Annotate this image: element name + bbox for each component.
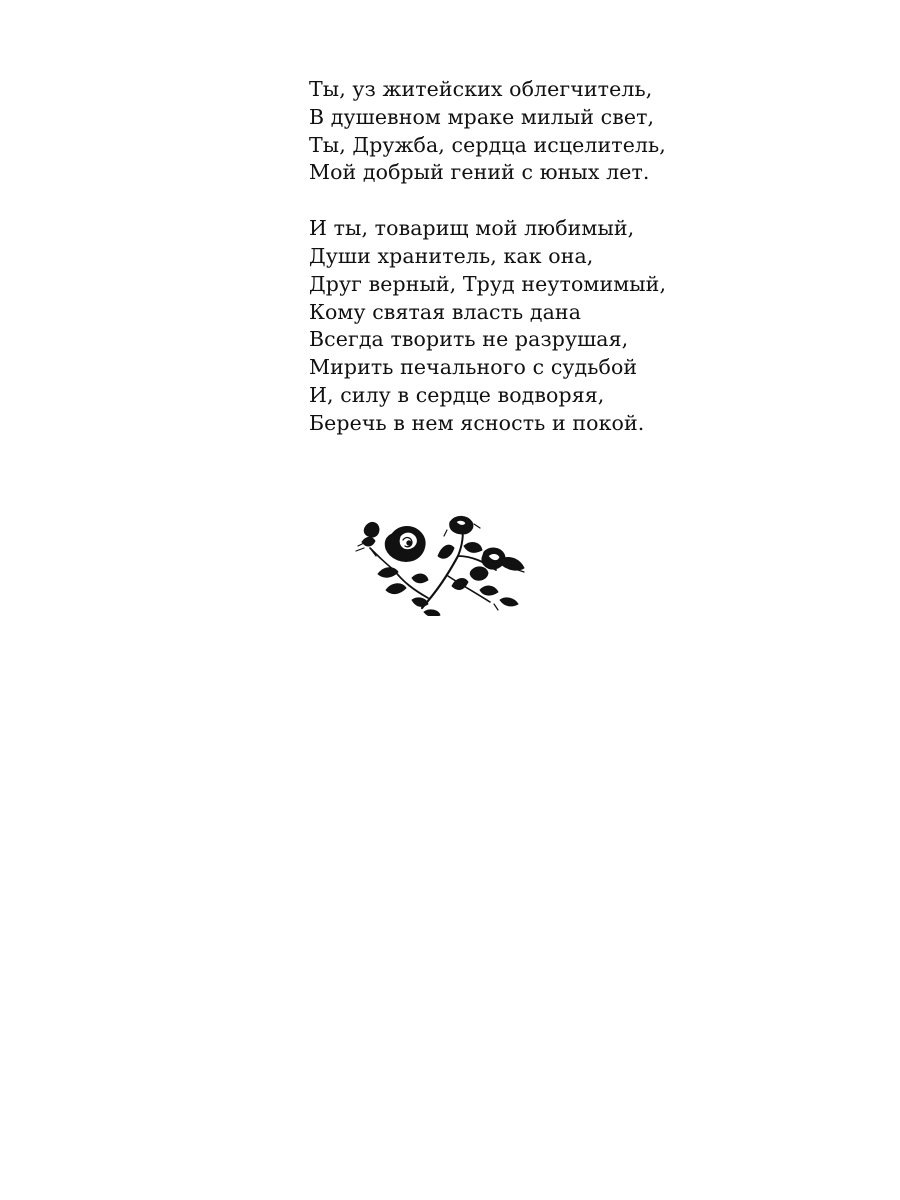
poem-line: Друг верный, Труд неутомимый, bbox=[309, 271, 667, 296]
poem bbox=[309, 76, 729, 438]
poem-line: Ты, уз житейских облегчитель, bbox=[309, 77, 653, 101]
poem-line: Всегда творить не разрушая, bbox=[309, 327, 629, 352]
stanza-1 bbox=[309, 76, 729, 187]
poem-line: Беречь в нем ясность и покой. bbox=[309, 410, 645, 435]
poem-line: И ты, товарищ мой любимый, bbox=[309, 216, 635, 241]
poem-line: Мой добрый гений с юных лет. bbox=[309, 160, 650, 185]
poem-line: Мирить печального с судьбой bbox=[309, 355, 638, 380]
floral-vignette-icon bbox=[348, 512, 528, 616]
poem-line: Души хранитель, как она, bbox=[309, 243, 594, 268]
poem-line: В душевном мраке милый свет, bbox=[309, 104, 655, 129]
stanza-2 bbox=[309, 215, 729, 437]
poem-line: Кому святая власть дана bbox=[309, 299, 582, 324]
poem-line: Ты, Дружба, сердца исцелитель, bbox=[309, 132, 666, 157]
poem-line: И, силу в сердце водворяя, bbox=[309, 382, 605, 407]
